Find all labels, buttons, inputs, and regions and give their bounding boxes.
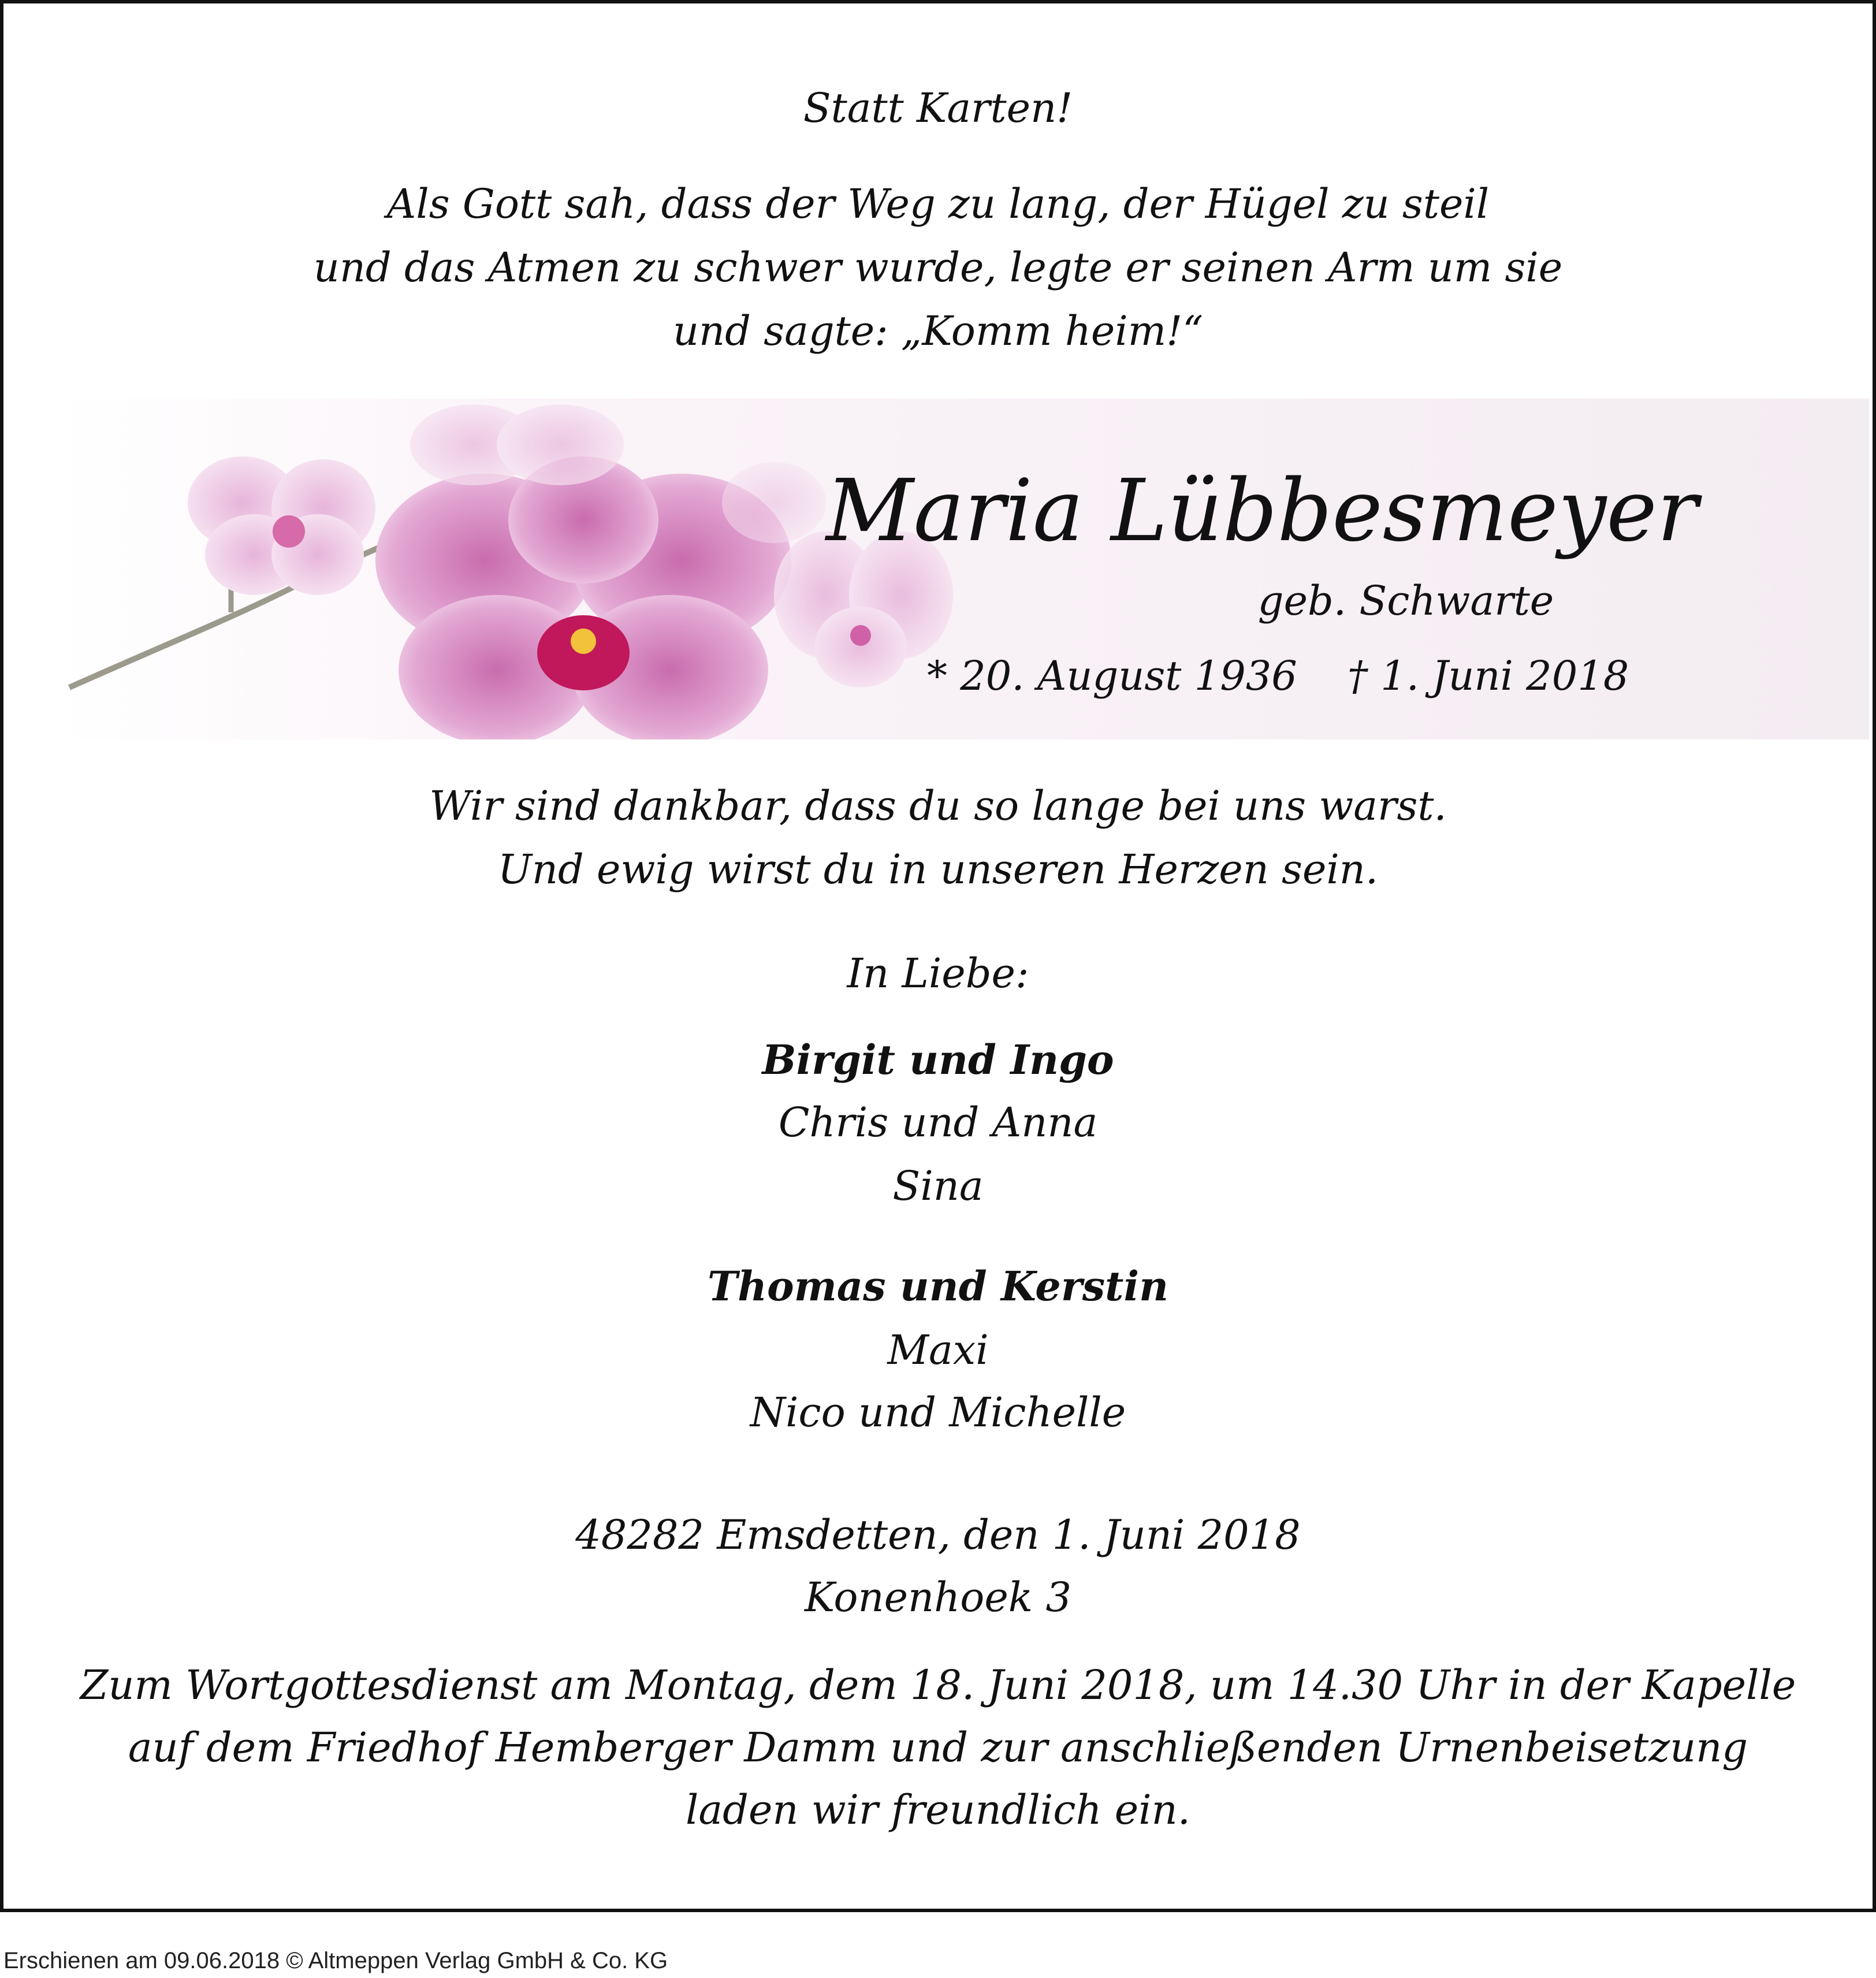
deceased-name: Maria Lübbesmeyer bbox=[826, 461, 1698, 560]
quote-line-1: Als Gott sah, dass der Weg zu lang, der Hügel zu steil bbox=[386, 180, 1490, 228]
maiden-name: geb. Schwarte bbox=[1257, 577, 1554, 624]
publication-footer: Erschienen am 09.06.2018 © Altmeppen Verlag GmbH & Co. KG bbox=[3, 1948, 668, 1973]
notice-heading: Statt Karten! bbox=[803, 84, 1073, 132]
service-line-3: laden wir freundlich ein. bbox=[686, 1786, 1190, 1834]
address-line-2: Konenhoek 3 bbox=[804, 1574, 1071, 1621]
family-1-member: Chris und Anna bbox=[778, 1099, 1098, 1146]
quote-line-3: und sagte: „Komm heim!“ bbox=[672, 307, 1204, 355]
address-line-1: 48282 Emsdetten, den 1. Juni 2018 bbox=[575, 1511, 1301, 1559]
family-2-lead: Thomas und Kerstin bbox=[708, 1262, 1168, 1310]
family-1-member: Sina bbox=[892, 1162, 984, 1210]
gratitude-line-1: Wir sind dankbar, dass du so lange bei uns warst. bbox=[429, 782, 1447, 830]
family-2-member: Maxi bbox=[887, 1326, 989, 1374]
in-love-label: In Liebe: bbox=[847, 950, 1029, 997]
service-line-1: Zum Wortgottesdienst am Montag, dem 18. Juni 2018, um 14.30 Uhr in der Kapelle bbox=[80, 1661, 1796, 1709]
family-2-member: Nico und Michelle bbox=[750, 1389, 1126, 1436]
quote-line-2: und das Atmen zu schwer wurde, legte er seinen Arm um sie bbox=[313, 244, 1563, 291]
death-date: † 1. Juni 2018 bbox=[1348, 652, 1629, 700]
service-line-2: auf dem Friedhof Hemberger Damm und zur anschließenden Urnenbeisetzung bbox=[128, 1724, 1748, 1771]
gratitude-line-2: Und ewig wirst du in unseren Herzen sein. bbox=[497, 846, 1379, 893]
birth-date: * 20. August 1936 bbox=[927, 652, 1297, 700]
family-1-lead: Birgit und Ingo bbox=[762, 1036, 1114, 1084]
